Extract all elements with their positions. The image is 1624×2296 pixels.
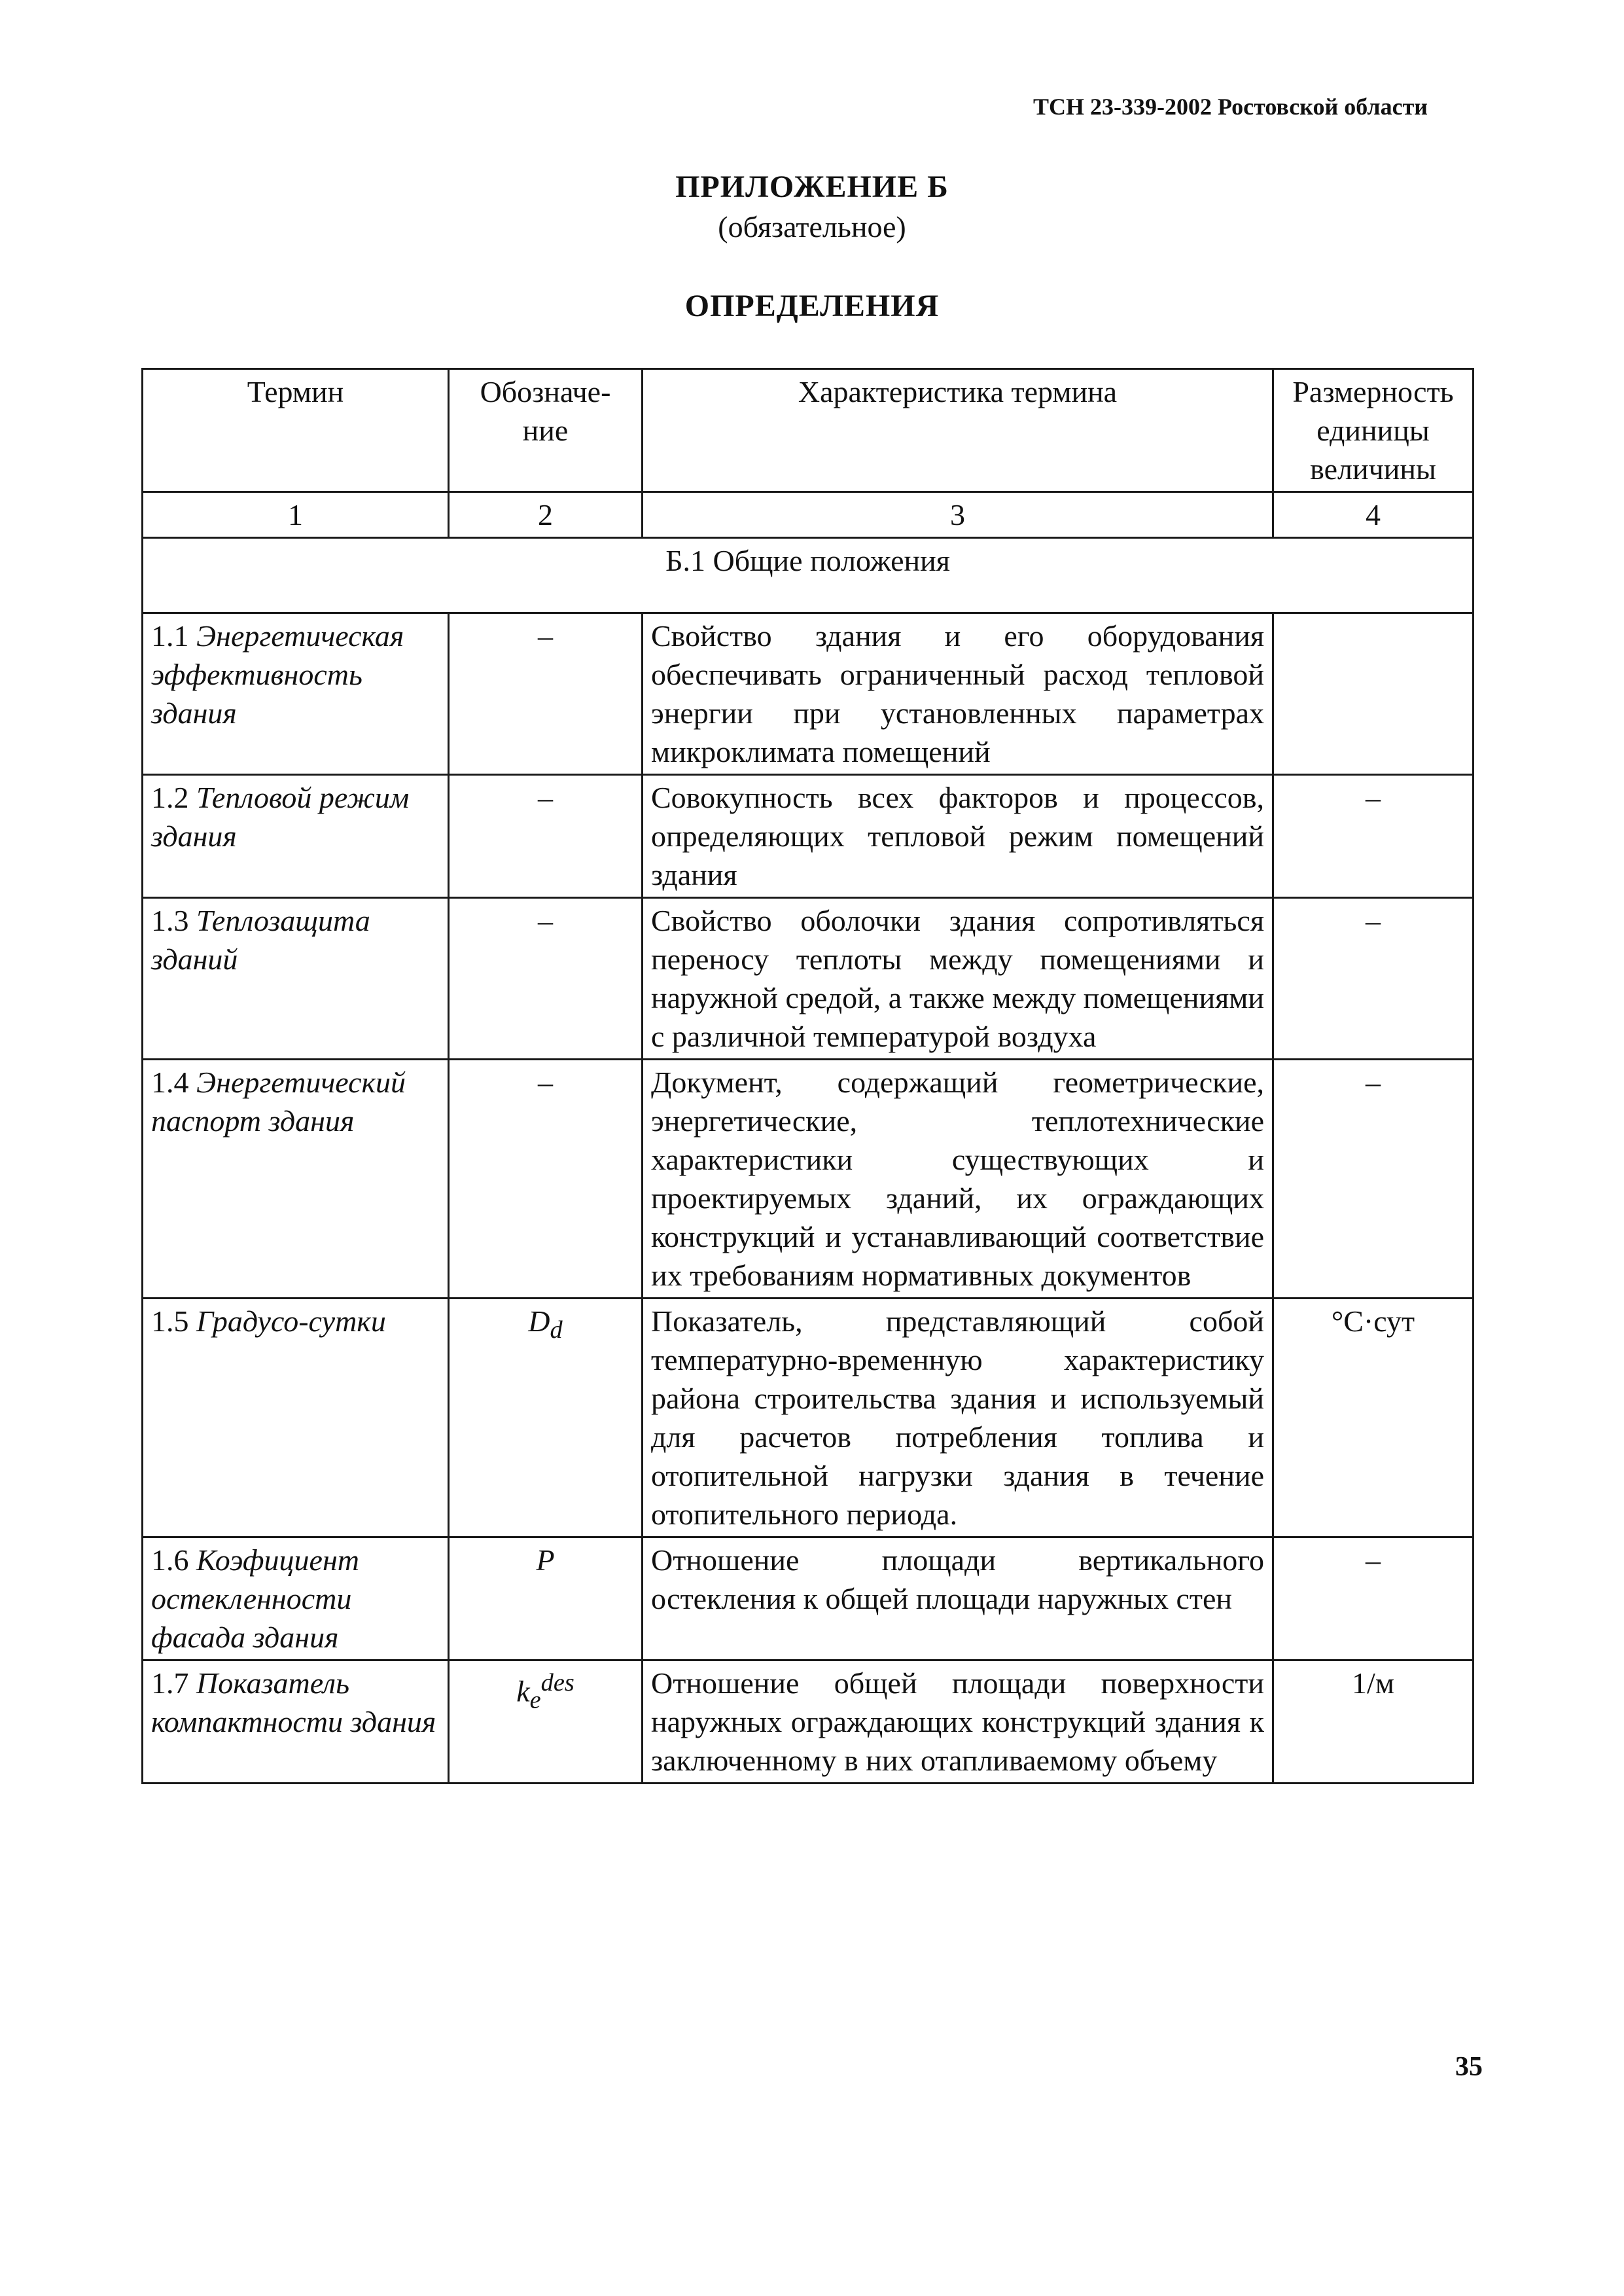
unit-cell: –	[1273, 898, 1474, 1060]
table-row	[143, 775, 1474, 898]
symbol-cell	[449, 1660, 643, 1784]
unit-cell: –	[1273, 775, 1474, 898]
section-heading: ОПРЕДЕЛЕНИЯ	[684, 289, 940, 323]
term-cell	[143, 1060, 449, 1299]
table-row	[143, 1537, 1474, 1660]
symbol-superscript: des	[540, 1669, 574, 1696]
table-row	[143, 1660, 1474, 1784]
term-number: 1.1	[151, 619, 189, 653]
unit-cell: °С·сут	[1273, 1299, 1474, 1537]
column-number: 4	[1273, 492, 1474, 538]
document-code: ТСН 23-339-2002 Ростовской области	[1033, 94, 1428, 120]
term-cell	[143, 898, 449, 1060]
column-number: 3	[643, 492, 1273, 538]
term-cell	[143, 1660, 449, 1784]
term-number: 1.7	[151, 1666, 189, 1700]
unit-cell	[1273, 613, 1474, 775]
term-name: Тепловой режим здания	[151, 781, 410, 853]
header-symbol: Обозначе-ние	[449, 369, 643, 492]
appendix-title: ПРИЛОЖЕНИЕ Б	[675, 170, 949, 204]
symbol-main: –	[538, 781, 553, 814]
symbol-cell	[449, 1537, 643, 1660]
unit-cell: –	[1273, 1060, 1474, 1299]
description-cell: Документ, содержащий геометрические, энергетические, теплотехнические характеристики существующих и проектируемых зданий, их ограждающих конструкций и устанавливающий соответствие их требованиям нормативных документов	[643, 1060, 1273, 1299]
symbol-cell	[449, 613, 643, 775]
symbol-cell	[449, 898, 643, 1060]
section-title: Б.1 Общие положения	[143, 538, 1474, 613]
term-number: 1.2	[151, 781, 189, 814]
symbol-main: k	[516, 1674, 530, 1708]
term-name: Теплозащита зданий	[151, 904, 370, 976]
description-cell: Свойство здания и его оборудования обеспечивать ограниченный расход тепловой энергии при установленных параметрах микроклимата помещений	[643, 613, 1273, 775]
table-row	[143, 1299, 1474, 1537]
description-cell: Показатель, представляющий собой температурно-временную характеристику района строительства здания и используемый для расчетов потребления топлива и отопительной нагрузки здания в течение отопительного периода.	[643, 1299, 1273, 1537]
term-name: Показатель компактности здания	[151, 1666, 436, 1738]
header-unit: Размерность единицы величины	[1273, 369, 1474, 492]
term-cell	[143, 775, 449, 898]
page-number: 35	[1455, 2052, 1483, 2082]
table-row	[143, 613, 1474, 775]
symbol-cell	[449, 1299, 643, 1537]
column-number: 1	[143, 492, 449, 538]
header-term: Термин	[143, 369, 449, 492]
term-number: 1.6	[151, 1543, 189, 1577]
table-row	[143, 1060, 1474, 1299]
symbol-subscript: d	[550, 1316, 563, 1344]
term-name: Энергетический паспорт здания	[151, 1066, 406, 1138]
term-name: Градусо-сутки	[196, 1304, 386, 1338]
definitions-table	[141, 368, 1474, 1784]
description-cell: Отношение площади вертикального остекления к общей площади наружных стен	[643, 1537, 1273, 1660]
section-title-row	[143, 538, 1474, 613]
column-number: 2	[449, 492, 643, 538]
symbol-main: –	[538, 904, 553, 937]
symbol-main: D	[528, 1304, 550, 1338]
term-number: 1.5	[151, 1304, 189, 1338]
term-name: Энергетическая эффективность здания	[151, 619, 404, 730]
term-cell	[143, 613, 449, 775]
table-row	[143, 898, 1474, 1060]
symbol-cell	[449, 1060, 643, 1299]
term-number: 1.3	[151, 904, 189, 937]
unit-cell: –	[1273, 1537, 1474, 1660]
symbol-cell	[449, 775, 643, 898]
symbol-main: –	[538, 619, 553, 653]
term-cell	[143, 1537, 449, 1660]
term-number: 1.4	[151, 1066, 189, 1099]
symbol-main: P	[536, 1543, 555, 1577]
appendix-note: (обязательное)	[718, 210, 906, 243]
description-cell: Совокупность всех факторов и процессов, определяющих тепловой режим помещений здания	[643, 775, 1273, 898]
unit-cell: 1/м	[1273, 1660, 1474, 1784]
header-description: Характеристика термина	[643, 369, 1273, 492]
description-cell: Отношение общей площади поверхности наружных ограждающих конструкций здания к заключенному в них отапливаемому объему	[643, 1660, 1273, 1784]
term-cell	[143, 1299, 449, 1537]
symbol-main: –	[538, 1066, 553, 1099]
description-cell: Свойство оболочки здания сопротивляться переносу теплоты между помещениями и наружной средой, а также между помещениями с различной температурой воздуха	[643, 898, 1273, 1060]
symbol-subscript: e	[529, 1686, 541, 1714]
term-name: Коэфициент остекленности фасада здания	[151, 1543, 359, 1654]
column-number-row	[143, 492, 1474, 538]
table-header-row	[143, 369, 1474, 492]
